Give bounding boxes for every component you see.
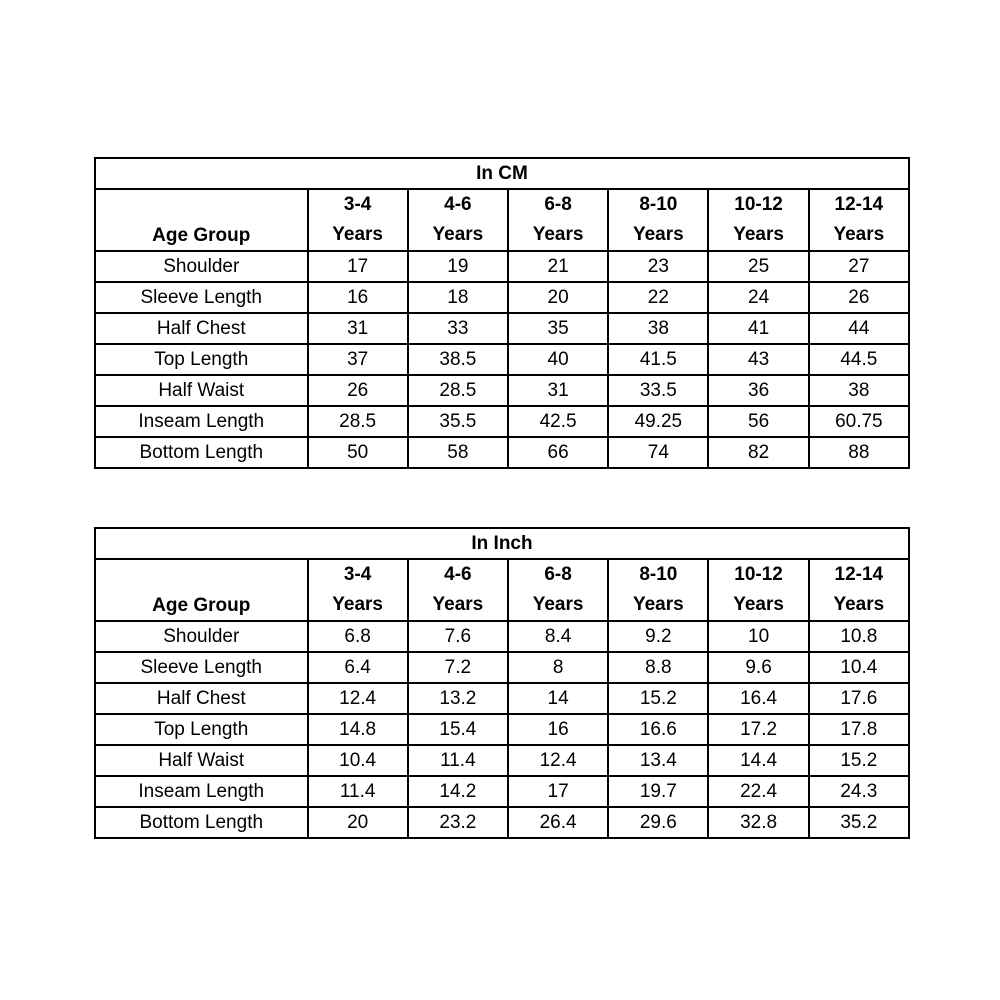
table-row [95, 406, 909, 437]
measurement-value: 10.4 [308, 745, 408, 776]
measurement-value: 44.5 [809, 344, 909, 375]
age-column-header [508, 189, 608, 251]
measurement-value: 22.4 [708, 776, 808, 807]
measurement-value: 13.4 [608, 745, 708, 776]
age-range-label: 6-8 [544, 194, 572, 215]
measurement-value: 17 [308, 251, 408, 282]
measurement-value: 9.2 [608, 621, 708, 652]
table-row [95, 437, 909, 468]
measurement-value: 35.2 [809, 807, 909, 838]
age-column-header [408, 189, 508, 251]
age-column-header [308, 559, 408, 621]
measurement-value: 27 [809, 251, 909, 282]
measurement-value: 17.8 [809, 714, 909, 745]
measurement-value: 16 [308, 282, 408, 313]
measurement-value: 7.6 [408, 621, 508, 652]
age-column-header [608, 189, 708, 251]
years-label: Years [332, 224, 383, 245]
age-range-label: 4-6 [444, 194, 472, 215]
age-range-label: 8-10 [639, 564, 678, 585]
age-column-header [809, 559, 909, 621]
measurement-value: 26.4 [508, 807, 608, 838]
table-header-row [95, 559, 909, 621]
measurement-value: 66 [508, 437, 608, 468]
measurement-label: Shoulder [95, 621, 308, 652]
measurement-value: 36 [708, 375, 808, 406]
years-label: Years [532, 594, 584, 615]
measurement-value: 7.2 [408, 652, 508, 683]
table-row [95, 375, 909, 406]
measurement-value: 31 [308, 313, 408, 344]
measurement-value: 23.2 [408, 807, 508, 838]
measurement-label: Half Waist [95, 375, 308, 406]
measurement-value: 13.2 [408, 683, 508, 714]
measurement-value: 11.4 [308, 776, 408, 807]
measurement-label: Sleeve Length [95, 652, 308, 683]
measurement-value: 60.75 [809, 406, 909, 437]
years-label: Years [733, 224, 784, 245]
table-title: In Inch [95, 528, 909, 559]
age-range-label: 4-6 [444, 564, 472, 585]
measurement-value: 19.7 [608, 776, 708, 807]
measurement-value: 18 [408, 282, 508, 313]
age-column-header [508, 559, 608, 621]
table-row [95, 683, 909, 714]
table-row [95, 282, 909, 313]
measurement-value: 22 [608, 282, 708, 313]
table-row [95, 745, 909, 776]
measurement-value: 88 [809, 437, 909, 468]
measurement-value: 28.5 [408, 375, 508, 406]
age-column-header [608, 559, 708, 621]
measurement-label: Inseam Length [95, 776, 308, 807]
measurement-label: Half Chest [95, 683, 308, 714]
measurement-value: 21 [508, 251, 608, 282]
measurement-value: 35 [508, 313, 608, 344]
measurement-value: 6.8 [308, 621, 408, 652]
years-label: Years [833, 594, 885, 615]
measurement-label: Shoulder [95, 251, 308, 282]
measurement-value: 40 [508, 344, 608, 375]
measurement-value: 33 [408, 313, 508, 344]
age-range-label: 3-4 [343, 564, 372, 585]
years-label: Years [632, 224, 684, 245]
measurement-value: 14.8 [308, 714, 408, 745]
measurement-value: 26 [308, 375, 408, 406]
years-label: Years [432, 224, 484, 245]
measurement-value: 12.4 [308, 683, 408, 714]
measurement-value: 6.4 [308, 652, 408, 683]
measurement-value: 10.8 [809, 621, 909, 652]
age-column-header [308, 189, 408, 251]
table-header-row [95, 189, 909, 251]
measurement-value: 82 [708, 437, 808, 468]
measurement-value: 17.6 [809, 683, 909, 714]
measurement-value: 38.5 [408, 344, 508, 375]
measurement-value: 49.25 [608, 406, 708, 437]
measurement-value: 14.2 [408, 776, 508, 807]
measurement-value: 42.5 [508, 406, 608, 437]
measurement-value: 12.4 [508, 745, 608, 776]
measurement-value: 44 [809, 313, 909, 344]
measurement-value: 38 [809, 375, 909, 406]
table-row [95, 251, 909, 282]
measurement-value: 20 [508, 282, 608, 313]
measurement-value: 41 [708, 313, 808, 344]
measurement-value: 35.5 [408, 406, 508, 437]
age-range-label: 10-12 [734, 194, 783, 215]
age-column-header [408, 559, 508, 621]
age-range-label: 8-10 [639, 194, 678, 215]
measurement-label: Top Length [95, 344, 308, 375]
table-row [95, 714, 909, 745]
table-title: In CM [95, 158, 909, 189]
age-column-header [809, 189, 909, 251]
measurement-value: 8.8 [608, 652, 708, 683]
measurement-value: 43 [708, 344, 808, 375]
measurement-value: 19 [408, 251, 508, 282]
measurement-label: Top Length [95, 714, 308, 745]
measurement-value: 20 [308, 807, 408, 838]
measurement-label: Bottom Length [95, 807, 308, 838]
measurement-value: 32.8 [708, 807, 808, 838]
age-column-header [708, 559, 808, 621]
table-row [95, 807, 909, 838]
measurement-value: 11.4 [408, 745, 508, 776]
table-title-row [95, 528, 909, 559]
measurement-label: Inseam Length [95, 406, 308, 437]
measurement-value: 23 [608, 251, 708, 282]
measurement-value: 41.5 [608, 344, 708, 375]
age-range-label: 12-14 [834, 194, 884, 215]
measurement-value: 24.3 [809, 776, 909, 807]
measurement-value: 16 [508, 714, 608, 745]
years-label: Years [632, 594, 684, 615]
measurement-value: 50 [308, 437, 408, 468]
age-group-header: Age Group [95, 189, 308, 251]
age-range-label: 6-8 [544, 564, 572, 585]
measurement-value: 31 [508, 375, 608, 406]
table-row [95, 776, 909, 807]
age-range-label: 12-14 [834, 564, 884, 585]
years-label: Years [733, 594, 784, 615]
table-row [95, 652, 909, 683]
measurement-value: 16.6 [608, 714, 708, 745]
measurement-value: 25 [708, 251, 808, 282]
measurement-value: 15.2 [809, 745, 909, 776]
measurement-value: 8.4 [508, 621, 608, 652]
measurement-value: 28.5 [308, 406, 408, 437]
measurement-value: 24 [708, 282, 808, 313]
table-title-row [95, 158, 909, 189]
measurement-value: 15.4 [408, 714, 508, 745]
measurement-value: 9.6 [708, 652, 808, 683]
years-label: Years [532, 224, 584, 245]
table-row [95, 621, 909, 652]
measurement-value: 58 [408, 437, 508, 468]
measurement-value: 14 [508, 683, 608, 714]
measurement-value: 29.6 [608, 807, 708, 838]
years-label: Years [432, 594, 484, 615]
table-row [95, 313, 909, 344]
age-range-label: 10-12 [734, 564, 783, 585]
measurement-value: 10 [708, 621, 808, 652]
measurement-label: Bottom Length [95, 437, 308, 468]
measurement-value: 17 [508, 776, 608, 807]
measurement-value: 37 [308, 344, 408, 375]
measurement-value: 74 [608, 437, 708, 468]
age-column-header [708, 189, 808, 251]
measurement-label: Sleeve Length [95, 282, 308, 313]
age-group-header: Age Group [95, 559, 308, 621]
measurement-value: 17.2 [708, 714, 808, 745]
measurement-label: Half Waist [95, 745, 308, 776]
age-range-label: 3-4 [343, 194, 372, 215]
measurement-value: 56 [708, 406, 808, 437]
measurement-value: 38 [608, 313, 708, 344]
measurement-value: 8 [508, 652, 608, 683]
measurement-label: Half Chest [95, 313, 308, 344]
measurement-value: 26 [809, 282, 909, 313]
years-label: Years [833, 224, 885, 245]
measurement-value: 16.4 [708, 683, 808, 714]
measurement-value: 14.4 [708, 745, 808, 776]
years-label: Years [332, 594, 383, 615]
table-row [95, 344, 909, 375]
measurement-value: 15.2 [608, 683, 708, 714]
measurement-value: 33.5 [608, 375, 708, 406]
size-chart-cm-table [94, 157, 910, 469]
size-chart-inch-table [94, 527, 910, 839]
measurement-value: 10.4 [809, 652, 909, 683]
